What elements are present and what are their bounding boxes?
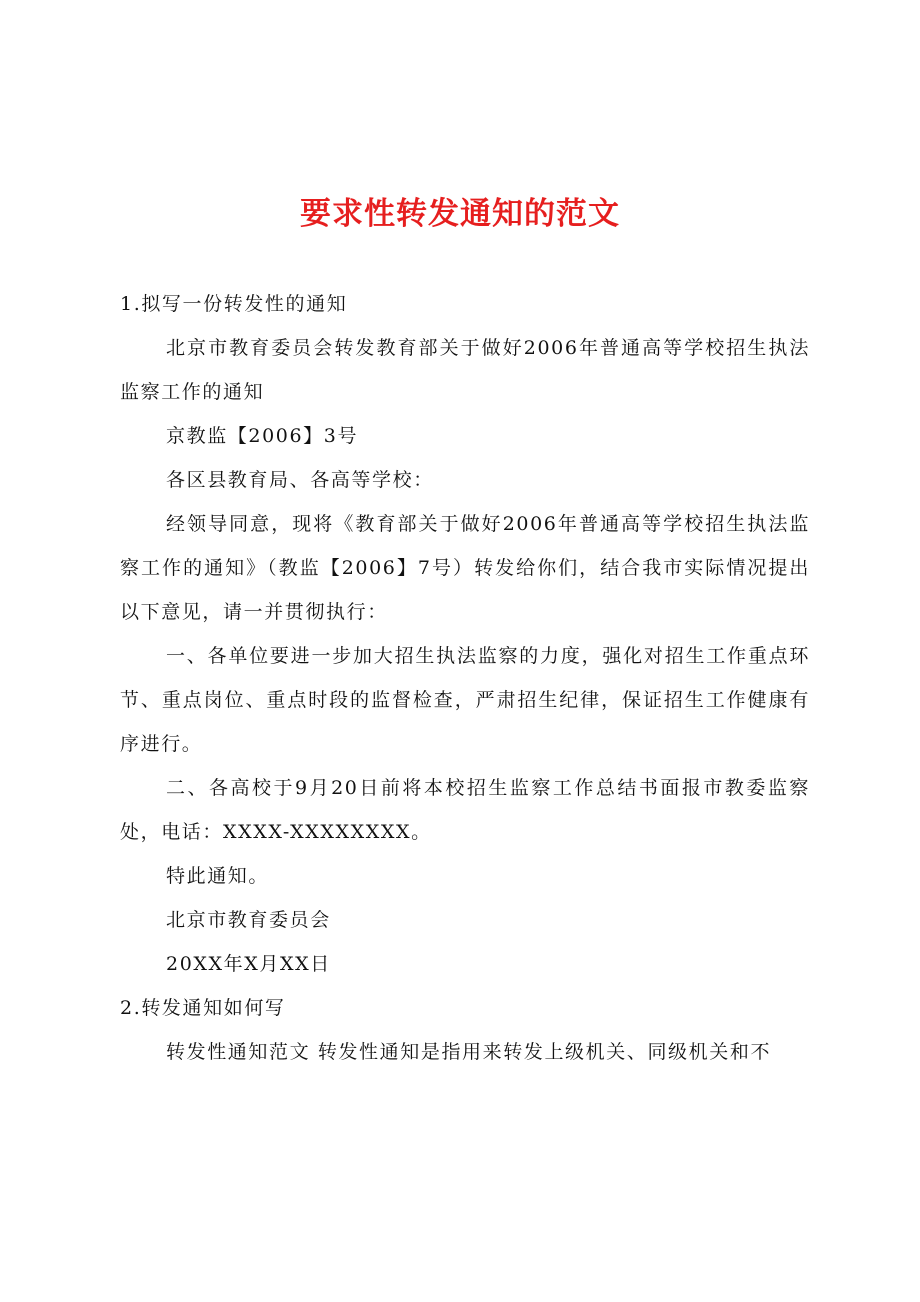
closing-line: 特此通知。	[166, 865, 270, 887]
recipients-line: 各区县教育局、各高等学校：	[166, 469, 434, 491]
section-heading-2: 2.转发通知如何写	[120, 997, 286, 1019]
document-body	[120, 282, 810, 1074]
date-line: 20XX年X月XX日	[166, 953, 331, 975]
document-number: 京教监【2006】3号	[166, 425, 359, 447]
item-one-paragraph: 一、各单位要进一步加大招生执法监察的力度，强化对招生工作重点环节、重点岗位、重点时段的监督检查，严肃招生纪律，保证招生工作健康有序进行。	[120, 645, 810, 755]
notice-title-paragraph: 北京市教育委员会转发教育部关于做好2006年普通高等学校招生执法监察工作的通知	[120, 337, 810, 403]
intro-paragraph: 经领导同意，现将《教育部关于做好2006年普通高等学校招生执法监察工作的通知》（教监【2006】7号）转发给你们，结合我市实际情况提出以下意见，请一并贯彻执行：	[120, 513, 810, 623]
document-title: 要求性转发通知的范文	[300, 196, 620, 232]
signature-line: 北京市教育委员会	[166, 909, 331, 931]
final-paragraph: 转发性通知范文 转发性通知是指用来转发上级机关、同级机关和不	[166, 1041, 772, 1063]
section-heading-1: 1.拟写一份转发性的通知	[120, 293, 348, 315]
item-two-paragraph: 二、各高校于9月20日前将本校招生监察工作总结书面报市教委监察处，电话：XXXX-XXXXXXXX。	[120, 777, 810, 843]
